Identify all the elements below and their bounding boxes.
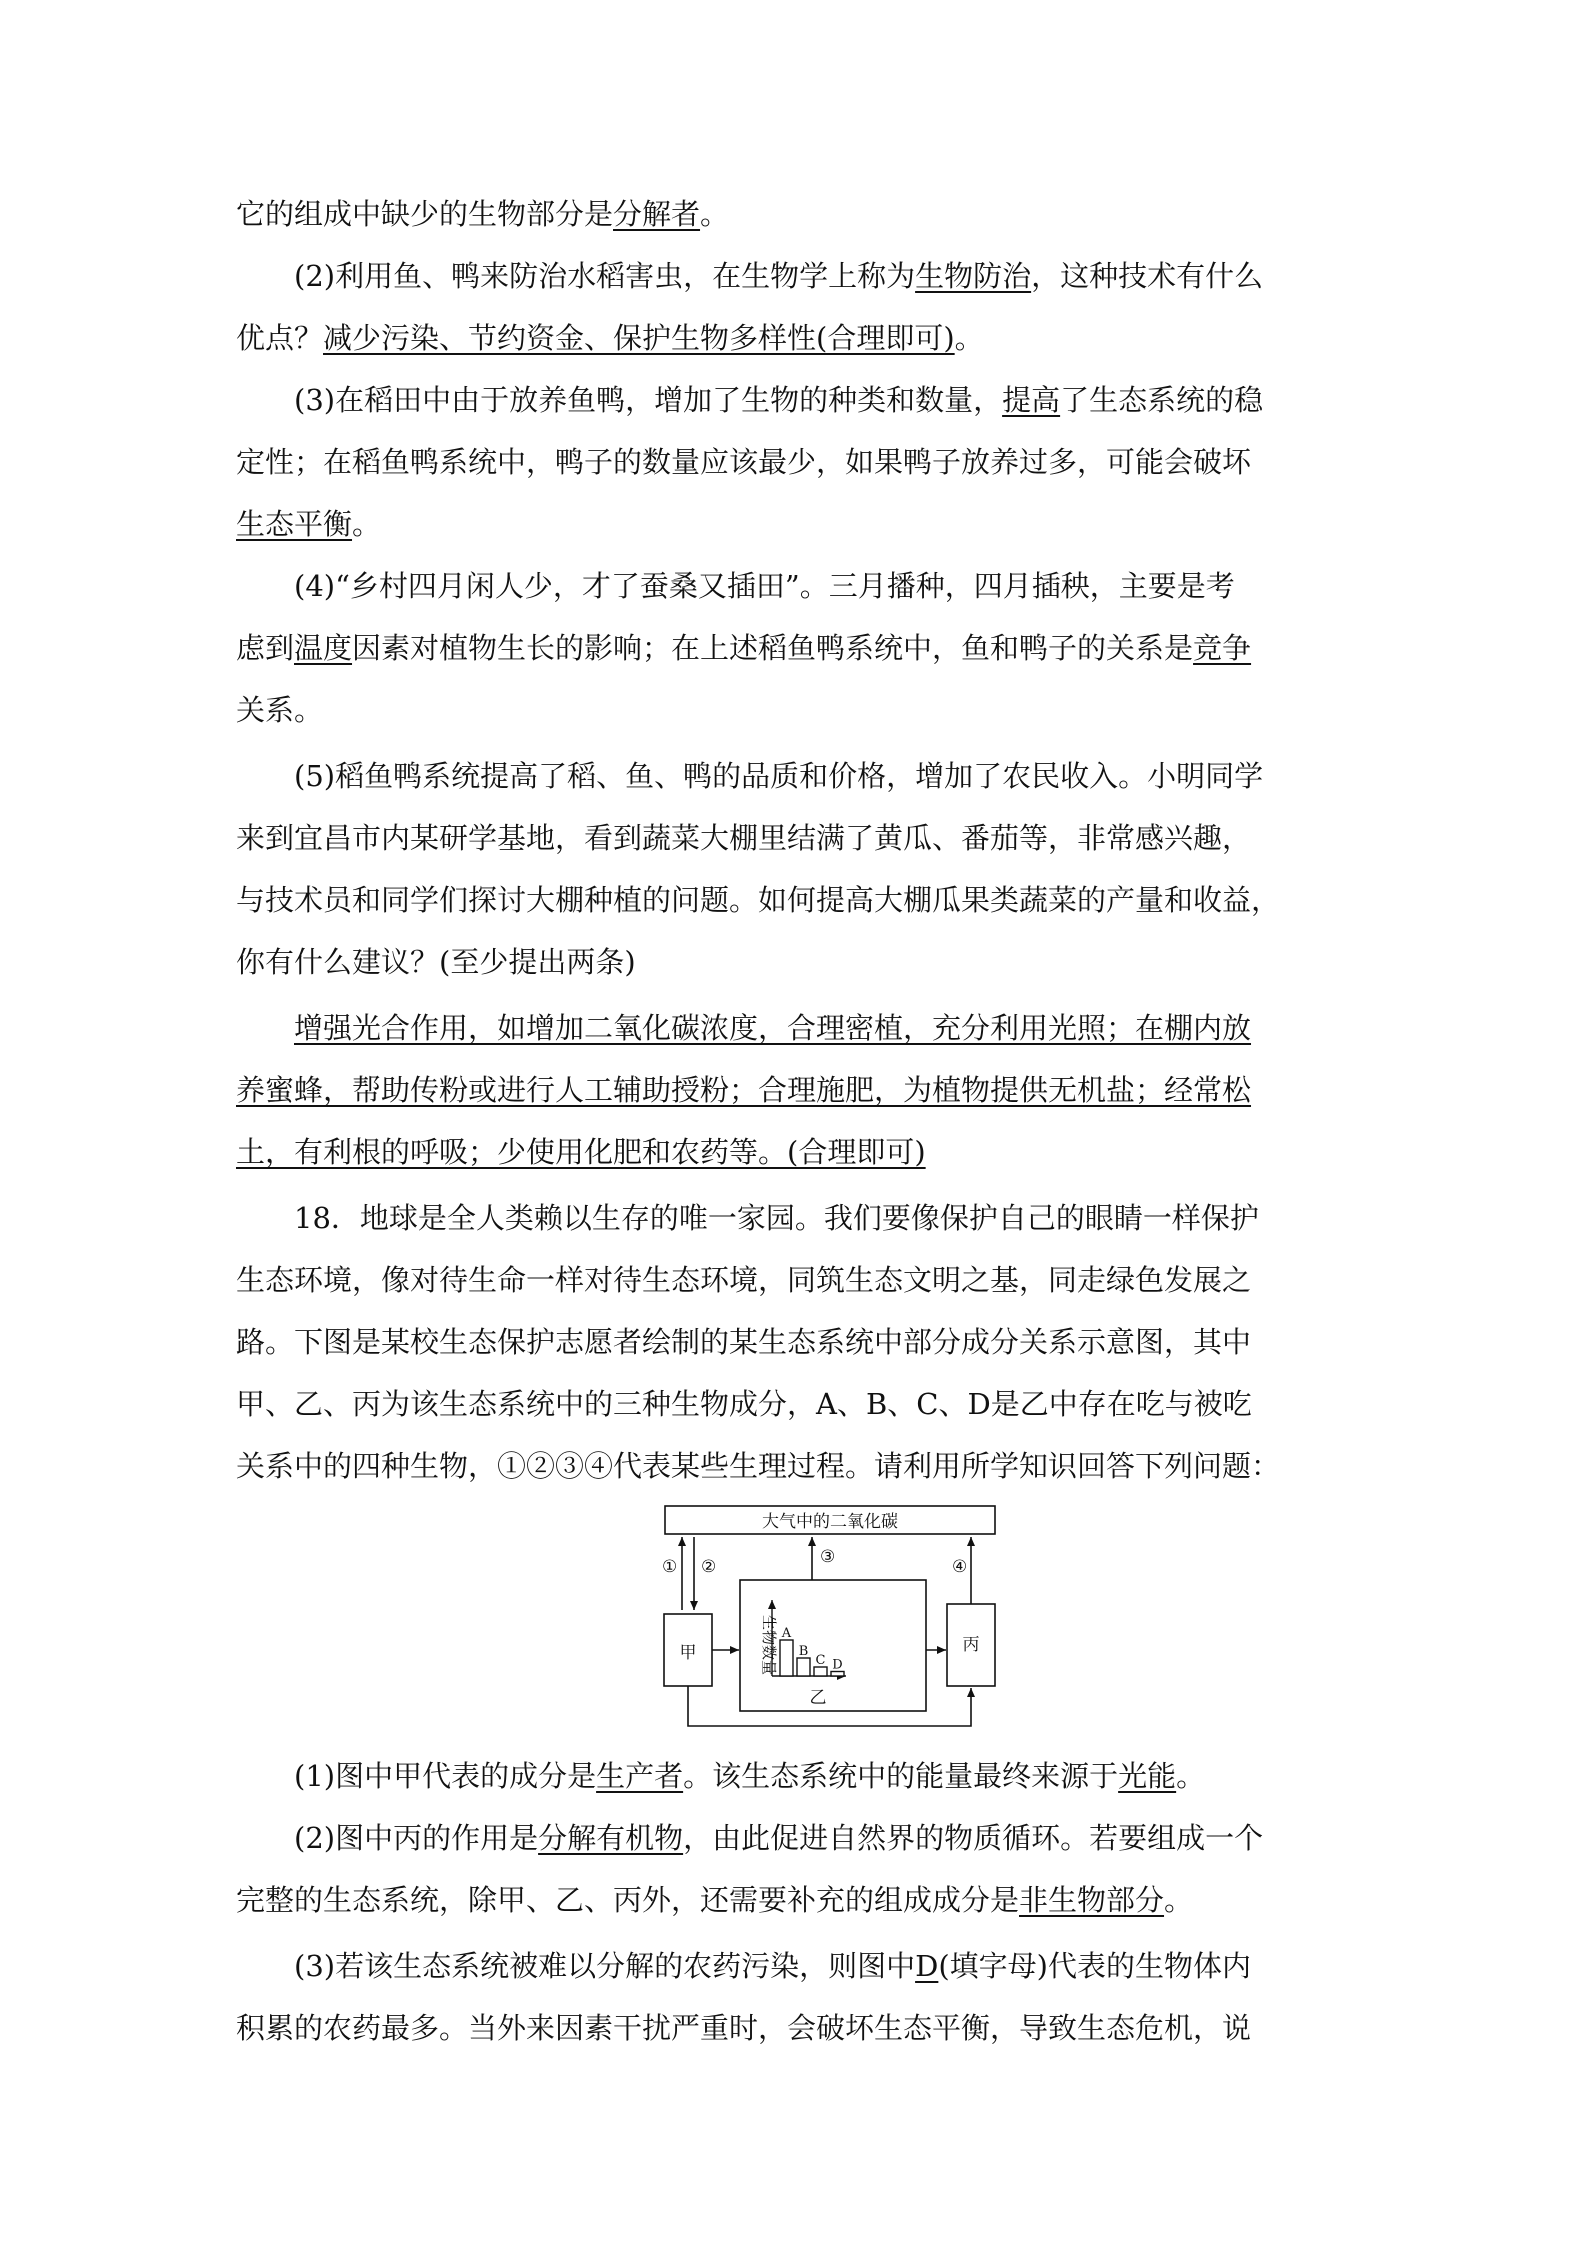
answer: 提高 <box>1002 383 1061 417</box>
text-line: 甲、乙、丙为该生态系统中的三种生物成分，A、B、C、D是乙中存在吃与被吃 <box>236 1387 1252 1421</box>
text-line <box>236 1121 1366 1183</box>
process-4-label: ④ <box>952 1557 968 1577</box>
process-2-label: ② <box>701 1557 717 1577</box>
text-line: (4)“乡村四月闲人少，才了蚕桑又插田”。三月播种，四月插秧，主要是考 <box>294 569 1235 603</box>
bar-C <box>814 1667 827 1676</box>
bar-A <box>780 1640 793 1676</box>
text-line: 虑到温度因素对植物生长的影响；在上述稻鱼鸭系统中，鱼和鸭子的关系是竞争 <box>236 631 1252 665</box>
answer: 非生物部分 <box>1019 1883 1165 1917</box>
text-line: 积累的农药最多。当外来因素干扰严重时，会破坏生态平衡，导致生态危机，说 <box>236 2011 1252 2045</box>
text-line: (3)若该生态系统被难以分解的农药污染，则图中D(填字母)代表的生物体内 <box>294 1949 1251 1983</box>
text-line: (2)图中丙的作用是分解有机物，由此促进自然界的物质循环。若要组成一个 <box>294 1821 1264 1855</box>
answer: 分解者 <box>613 197 701 231</box>
text-line: 关系。 <box>236 693 324 727</box>
text-line: 你有什么建议？(至少提出两条) <box>236 945 636 979</box>
text-line: 完整的生态系统，除甲、乙、丙外，还需要补充的组成成分是非生物部分。 <box>236 1883 1194 1917</box>
answer: 养蜜蜂，帮助传粉或进行人工辅助授粉；合理施肥，为植物提供无机盐；经常松 <box>236 1073 1252 1107</box>
answer: D <box>915 1949 939 1983</box>
answer: 增强光合作用，如增加二氧化碳浓度，合理密植，充分利用光照；在棚内放 <box>294 1011 1252 1045</box>
bar-label-C: C <box>815 1653 826 1668</box>
bar-label-D: D <box>832 1657 843 1673</box>
text-line: 生态平衡。 <box>236 507 382 541</box>
bar-label-A: A <box>781 1626 792 1641</box>
answer: 生物防治 <box>915 259 1032 293</box>
bar-B <box>797 1658 810 1676</box>
text-line: (5)稻鱼鸭系统提高了稻、鱼、鸭的品质和价格，增加了农民收入。小明同学 <box>294 759 1264 793</box>
text-line: (3)在稻田中由于放养鱼鸭，增加了生物的种类和数量，提高了生态系统的稳 <box>294 383 1264 417</box>
text-line: 来到宜昌市内某研学基地，看到蔬菜大棚里结满了黄瓜、番茄等，非常感兴趣， <box>236 821 1252 855</box>
ecosystem-diagram <box>660 1500 1000 1740</box>
text-line: (2)利用鱼、鸭来防治水稻害虫，在生物学上称为生物防治，这种技术有什么 <box>294 259 1264 293</box>
text-line: (1)图中甲代表的成分是生产者。该生态系统中的能量最终来源于光能。 <box>294 1759 1206 1793</box>
atmosphere-label: 大气中的二氧化碳 <box>762 1512 898 1532</box>
answer: 土，有利根的呼吸；少使用化肥和农药等。(合理即可) <box>236 1135 926 1169</box>
yi-label: 乙 <box>809 1688 827 1708</box>
bar-label-B: B <box>798 1644 809 1659</box>
answer: 减少污染、节约资金、保护生物多样性(合理即可) <box>323 321 955 355</box>
text-line: 18．地球是全人类赖以生存的唯一家园。我们要像保护自己的眼睛一样保护 <box>294 1201 1259 1235</box>
process-3-label: ③ <box>820 1547 836 1567</box>
answer: 分解有机物 <box>538 1821 684 1855</box>
text-line <box>236 997 1424 1059</box>
text-line: 优点？减少污染、节约资金、保护生物多样性(合理即可)。 <box>236 321 984 355</box>
text-line: 关系中的四种生物，①②③④代表某些生理过程。请利用所学知识回答下列问题： <box>236 1449 1281 1483</box>
process-1-label: ① <box>662 1557 678 1577</box>
text-line: 与技术员和同学们探讨大棚种植的问题。如何提高大棚瓜果类蔬菜的产量和收益， <box>236 883 1281 917</box>
answer: 生态平衡 <box>236 507 353 541</box>
text-line: 生态环境，像对待生命一样对待生态环境，同筑生态文明之基，同走绿色发展之 <box>236 1263 1252 1297</box>
jia-label: 甲 <box>679 1643 697 1663</box>
ylabel: 生物数量 <box>760 1615 778 1676</box>
answer: 温度 <box>294 631 353 665</box>
bing-label: 丙 <box>962 1635 980 1655</box>
answer: 竞争 <box>1193 631 1252 665</box>
text-line: 路。下图是某校生态保护志愿者绘制的某生态系统中部分成分关系示意图，其中 <box>236 1325 1252 1359</box>
text-line: 它的组成中缺少的生物部分是分解者。 <box>236 197 730 231</box>
text-line <box>236 1059 1366 1121</box>
text-line: 定性；在稻鱼鸭系统中，鸭子的数量应该最少，如果鸭子放养过多，可能会破坏 <box>236 445 1252 479</box>
answer: 光能 <box>1118 1759 1177 1793</box>
answer: 生产者 <box>596 1759 684 1793</box>
